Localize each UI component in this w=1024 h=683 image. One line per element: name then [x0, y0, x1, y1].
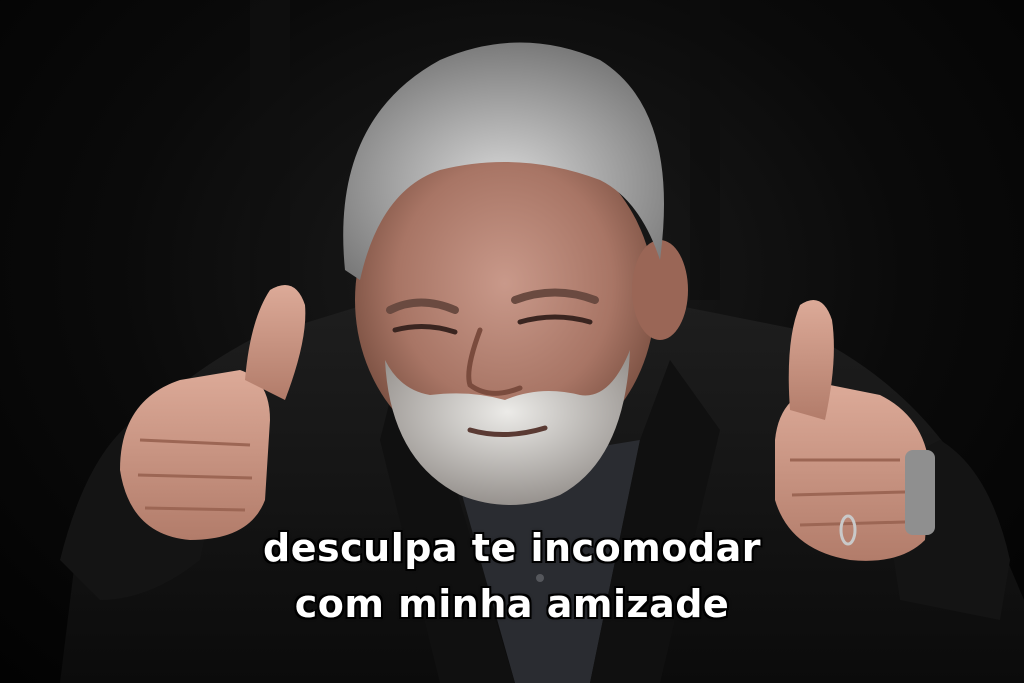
background-pole	[690, 0, 720, 300]
meme-caption	[0, 520, 1024, 632]
caption-line-1: desculpa te incomodar	[263, 526, 761, 570]
caption-line-2: com minha amizade	[294, 582, 730, 626]
background-pole	[250, 0, 290, 320]
